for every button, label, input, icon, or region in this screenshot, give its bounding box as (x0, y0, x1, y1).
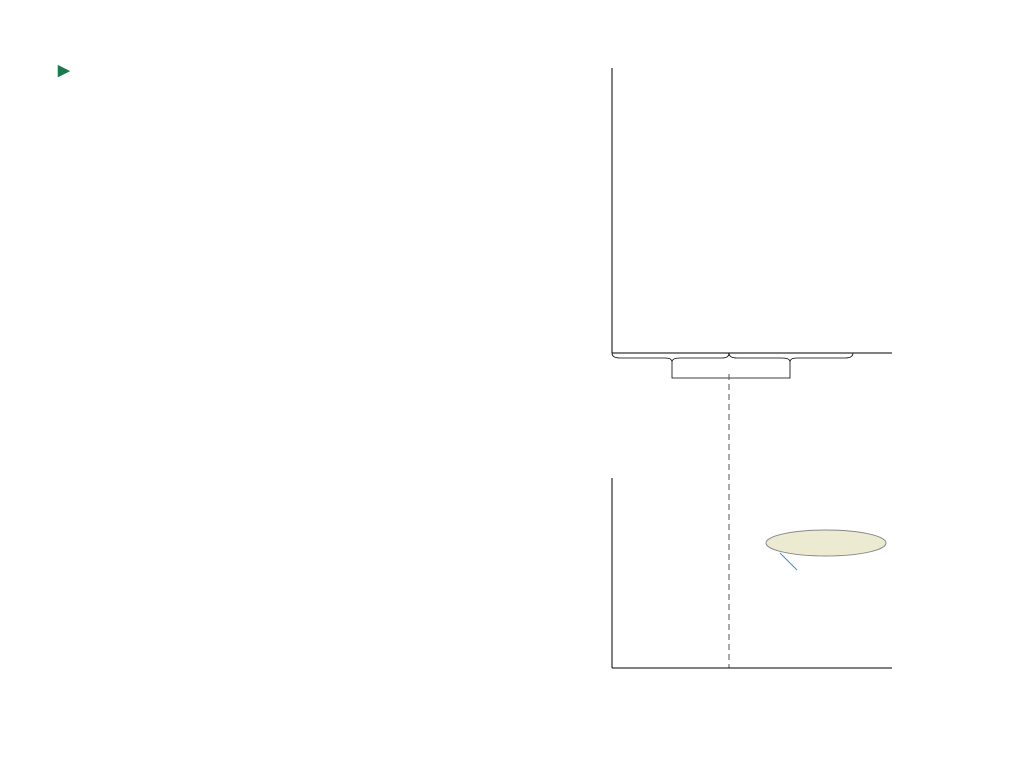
top-panel (612, 68, 892, 378)
total-revenue-callout (766, 530, 886, 556)
right-brace (729, 353, 853, 362)
bottom-panel (612, 478, 892, 668)
lower-bracket (672, 362, 790, 378)
triangle-bullet-icon: ▶ (58, 62, 70, 79)
left-brace (612, 353, 729, 362)
callout-pointer (780, 553, 797, 570)
